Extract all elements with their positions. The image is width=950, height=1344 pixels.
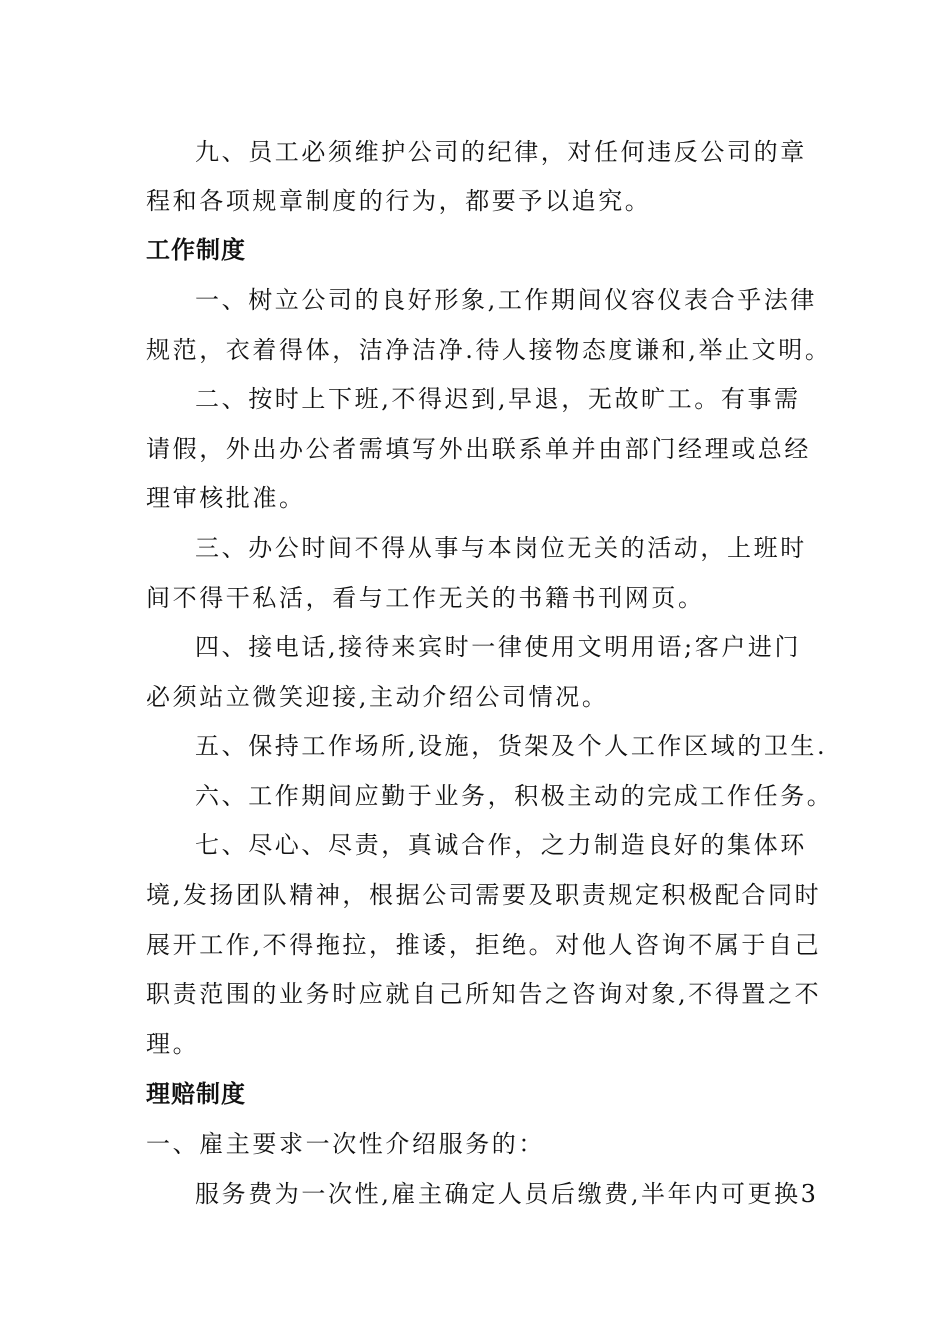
paragraph-9-line-2: 程和各项规章制度的行为，都要予以追究。: [146, 187, 652, 215]
work-rule-7-line-1: 七、尽心、尽责，真诚合作，之力制造良好的集体环: [195, 831, 807, 859]
work-rule-7-line-5: 理。: [146, 1030, 200, 1058]
work-rule-3-line-2: 间不得干私活，看与工作无关的书籍书刊网页。: [146, 584, 705, 612]
work-rule-2-line-1: 二、按时上下班,不得迟到,早退，无故旷工。有事需: [195, 385, 801, 413]
section-heading-claims-rules: 理赔制度: [146, 1080, 246, 1108]
work-rule-7-line-2: 境,发扬团队精神，根据公司需要及职责规定积极配合同时: [146, 881, 822, 909]
work-rule-5-line-1: 五、保持工作场所,设施，货架及个人工作区域的卫生.: [195, 732, 828, 760]
work-rule-6-line-1: 六、工作期间应勤于业务，积极主动的完成工作任务。: [195, 782, 834, 810]
claims-paragraph-line-1: 服务费为一次性,雇主确定人员后缴费,半年内可更换3: [195, 1180, 819, 1208]
work-rule-4-line-1: 四、接电话,接待来宾时一律使用文明用语;客户进门: [195, 633, 802, 661]
work-rule-7-line-4: 职责范围的业务时应就自己所知告之咨询对象,不得置之不: [146, 980, 822, 1008]
claims-subheading: 一、雇主要求一次性介绍服务的：: [146, 1130, 545, 1158]
paragraph-9-line-1: 九、员工必须维护公司的纪律，对任何违反公司的章: [195, 138, 807, 166]
work-rule-1-line-1: 一、树立公司的良好形象,工作期间仪容仪表合乎法律: [195, 286, 818, 314]
work-rule-3-line-1: 三、办公时间不得从事与本岗位无关的活动，上班时: [195, 534, 807, 562]
work-rule-7-line-3: 展开工作,不得拖拉，推诿，拒绝。对他人咨询不属于自己: [146, 931, 822, 959]
work-rule-1-line-2: 规范，衣着得体，洁净洁净.待人接物态度谦和,举止文明。: [146, 336, 832, 364]
work-rule-2-line-2: 请假，外出办公者需填写外出联系单并由部门经理或总经: [146, 435, 811, 463]
work-rule-4-line-2: 必须站立微笑迎接,主动介绍公司情况。: [146, 683, 609, 711]
work-rule-2-line-3: 理审核批准。: [146, 484, 306, 512]
section-heading-work-rules: 工作制度: [146, 236, 246, 264]
